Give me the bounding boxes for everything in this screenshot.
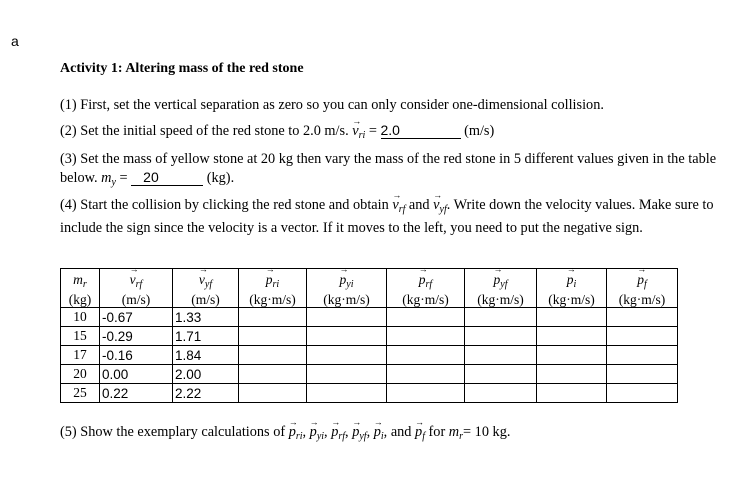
cell-prf	[387, 308, 465, 327]
header-unit: (m/s)	[121, 291, 151, 307]
cell-mr: 17	[61, 346, 100, 365]
cell-pri	[239, 384, 307, 403]
header-unit: (kg·m/s)	[249, 291, 296, 307]
cell-pyi	[307, 384, 387, 403]
column-header-pi	[537, 269, 607, 308]
header-symbol: $m_r$	[73, 271, 87, 290]
header-symbol: → $p_{yf}$	[465, 272, 536, 292]
table-row	[61, 308, 678, 327]
cell-prf	[387, 384, 465, 403]
cell-pyf	[465, 327, 537, 346]
step-5-and: and	[390, 424, 416, 440]
cell-pyi	[307, 365, 387, 384]
header-symbol: → $p_f$	[607, 272, 677, 292]
step-3-unit: (kg).	[206, 170, 235, 186]
cell-prf	[387, 346, 465, 365]
header-unit: (kg·m/s)	[548, 291, 595, 307]
table-row	[61, 365, 678, 384]
cell-pi	[537, 384, 607, 403]
cell-pf	[607, 327, 678, 346]
step-4-text-a: (4) Start the collision by clicking the red stone and obtain	[60, 197, 393, 213]
column-header-pf	[607, 269, 678, 308]
cell-pf	[607, 384, 678, 403]
column-header-vyf	[173, 269, 239, 308]
cell-vyf: 2.00	[173, 365, 239, 384]
header-symbol: → $p_{yi}$	[307, 272, 386, 292]
table-row	[61, 346, 678, 365]
cell-pyf	[465, 346, 537, 365]
cell-pf	[607, 346, 678, 365]
cell-prf	[387, 365, 465, 384]
column-header-prf	[387, 269, 465, 308]
table-row	[61, 327, 678, 346]
header-unit: (kg·m/s)	[402, 291, 449, 307]
data-table	[60, 268, 678, 403]
header-symbol: → $p_{rf}$	[387, 272, 464, 292]
cell-pi	[537, 365, 607, 384]
column-header-pyf	[465, 269, 537, 308]
step-5-suffix: = 10 kg.	[463, 424, 511, 440]
column-header-pri	[239, 269, 307, 308]
cell-mr: 15	[61, 327, 100, 346]
cell-mr: 10	[61, 308, 100, 327]
table-body	[61, 308, 678, 403]
table-row	[61, 384, 678, 403]
step-4-and: and	[405, 197, 434, 213]
step-5-text: (5) Show the exemplary calculations of	[60, 424, 289, 440]
header-unit: (kg·m/s)	[323, 291, 370, 307]
cell-pri	[239, 365, 307, 384]
cell-pyi	[307, 327, 387, 346]
step-1: (1) First, set the vertical separation as zero so you can only consider one-dimensional collision.	[60, 97, 604, 113]
header-symbol: → $p_{ri}$	[239, 272, 306, 292]
cell-pyf	[465, 308, 537, 327]
cell-pyi	[307, 346, 387, 365]
column-header-pyi	[307, 269, 387, 308]
cell-pyf	[465, 365, 537, 384]
cell-prf	[387, 327, 465, 346]
cell-vyf: 1.71	[173, 327, 239, 346]
activity-title: Activity 1: Altering mass of the red stone	[60, 61, 304, 76]
cell-pri	[239, 308, 307, 327]
step-2-unit: (m/s)	[464, 123, 495, 139]
cell-pyf	[465, 384, 537, 403]
cell-pri	[239, 327, 307, 346]
cell-mr: 20	[61, 365, 100, 384]
header-symbol: → $p_i$	[537, 272, 606, 292]
header-symbol: → $v_{rf}$	[100, 272, 172, 292]
cell-pf	[607, 365, 678, 384]
header-unit: (kg·m/s)	[618, 291, 666, 307]
step-2-text: (2) Set the initial speed of the red stone to 2.0 m/s.	[60, 123, 353, 139]
cell-vyf: 1.84	[173, 346, 239, 365]
cell-vyf: 2.22	[173, 384, 239, 403]
column-header-vrf	[100, 269, 173, 308]
header-unit: (m/s)	[191, 291, 220, 307]
cell-vyf: 1.33	[173, 308, 239, 327]
cell-mr: 25	[61, 384, 100, 403]
cell-pi	[537, 346, 607, 365]
cell-vrf: 0.00	[100, 365, 173, 384]
step-2: (2) Set the initial speed of the red stone to 2.0 m/s. → $v_{ri} = 2.0$ (m/s)	[60, 122, 725, 145]
step-4-text-b: . Write down the velocity values. Make sure to include the sign since the velocity is a vector. If it moves to the left, you need to put the negative sign.	[60, 197, 714, 236]
step-3: (3) Set the mass of yellow stone at 20 kg then vary the mass of the red stone in 5 different values given in the table below. $m_y = 20$ (kg).	[60, 151, 717, 188]
initial-speed-answer: 2.0	[381, 123, 461, 139]
step-4: (4) Start the collision by clicking the red stone and obtain → $v_{rf}$ and → $v_{yf}$. Write down the velocity values. Make sure to include the sign since the velocity is a vector. If it moves to the left, you need to put the negative sign.	[60, 196, 725, 238]
header-unit: (kg·m/s)	[477, 291, 524, 307]
cell-pi	[537, 308, 607, 327]
yellow-mass-answer: 20	[131, 170, 203, 186]
cell-vrf: -0.29	[100, 327, 173, 346]
step-5-for: for	[424, 424, 449, 440]
cell-vrf: -0.67	[100, 308, 173, 327]
header-unit: (kg)	[68, 291, 92, 307]
cell-pyi	[307, 308, 387, 327]
column-header-mr	[61, 269, 100, 308]
cell-vrf: 0.22	[100, 384, 173, 403]
cell-pri	[239, 346, 307, 365]
header-symbol: → $v_{yf}$	[173, 272, 238, 292]
step-3-text: (3) Set the mass of yellow stone at 20 kg then vary the mass of the red stone in 5 different values given in the table below.	[60, 151, 717, 186]
step-5: (5) Show the exemplary calculations of → $p_{ri}$, → $p_{yi}$, → $p_{rf}$, → $p_{yf}$, → $p_i$, and → $p_f$ for $m_r= 10$ kg.	[60, 423, 725, 446]
cell-vrf: -0.16	[100, 346, 173, 365]
corner-label: a	[11, 33, 19, 49]
cell-pi	[537, 327, 607, 346]
table-header-row	[61, 269, 678, 308]
cell-pf	[607, 308, 678, 327]
